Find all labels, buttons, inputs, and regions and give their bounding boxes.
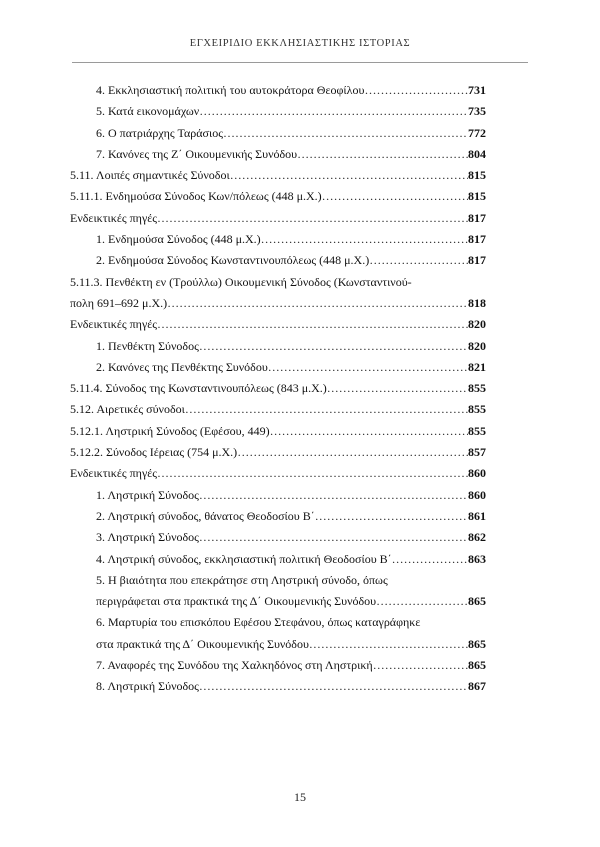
toc-entry-title: 7. Κανόνες της Ζ΄ Οικουμενικής Συνόδου	[96, 146, 298, 161]
toc-entry	[70, 421, 486, 442]
toc-entry-page: 820	[468, 317, 486, 332]
toc-entry-page: 860	[468, 487, 486, 502]
toc-entry-row	[70, 186, 486, 207]
toc-entry-page: 735	[468, 104, 486, 119]
toc-entry-title: 5.12. Αιρετικές σύνοδοι	[70, 402, 185, 417]
dot-leader	[315, 506, 468, 527]
toc-entry	[70, 208, 486, 229]
toc-entry-row	[70, 421, 486, 442]
toc-entry	[70, 272, 486, 315]
toc-entry-row	[70, 378, 486, 399]
dot-leader	[268, 357, 468, 378]
toc-entry-row	[96, 485, 486, 506]
toc-entry	[70, 506, 486, 527]
dot-leader	[199, 336, 468, 357]
toc-entry-row	[96, 655, 486, 676]
toc-entry-row	[96, 591, 486, 612]
toc-entry	[70, 336, 486, 357]
toc-entry-row	[70, 399, 486, 420]
toc-entry-row	[96, 634, 486, 655]
dot-leader	[185, 399, 468, 420]
toc-entry	[70, 570, 486, 613]
dot-leader	[376, 591, 468, 612]
toc-entry-page: 865	[468, 594, 486, 609]
toc-entry-page: 865	[468, 636, 486, 651]
toc-entry-title: 5.11.4. Σύνοδος της Κωνσταντινουπόλεως (843 μ.Χ.)	[70, 381, 327, 396]
toc-entry-title: 1. Ληστρική Σύνοδος	[96, 487, 199, 502]
header-rule	[72, 62, 528, 63]
toc-entry-row	[96, 144, 486, 165]
toc-entry-row	[96, 101, 486, 122]
toc-entry	[70, 612, 486, 655]
dot-leader	[309, 634, 468, 655]
toc-entry-row	[96, 506, 486, 527]
dot-leader	[369, 250, 468, 271]
toc-entry-title: 2. Ενδημούσα Σύνοδος Κωνσταντινουπόλεως (448 μ.Χ.)	[96, 253, 370, 268]
toc-entry-title: 5.12.2. Σύνοδος Ιέρειας (754 μ.Χ.)	[70, 445, 238, 460]
toc-entry	[70, 186, 486, 207]
toc-entry-page: 815	[468, 189, 486, 204]
toc-entry-page: 804	[468, 146, 486, 161]
toc-entry-title: 2. Ληστρική σύνοδος, θάνατος Θεοδοσίου Β΄	[96, 508, 315, 523]
toc-entry	[70, 123, 486, 144]
toc-entry-title: 7. Αναφορές της Συνόδου της Χαλκηδόνος στη Ληστρική	[96, 658, 373, 673]
toc-entry-page: 855	[468, 381, 486, 396]
toc-entry-page: 865	[468, 658, 486, 673]
toc-entry-row	[96, 80, 486, 101]
toc-entry-row	[70, 208, 486, 229]
toc-entry-title: 6. Ο πατριάρχης Ταράσιος	[96, 125, 223, 140]
toc-entry-row	[70, 165, 486, 186]
dot-leader	[167, 293, 468, 314]
toc-entry	[70, 378, 486, 399]
toc-entry-row	[96, 527, 486, 548]
toc-entry	[70, 527, 486, 548]
toc-entry-title: 8. Ληστρική Σύνοδος	[96, 679, 199, 694]
running-head: ΕΓΧΕΙΡΙΔΙΟ ΕΚΚΛΗΣΙΑΣΤΙΚΗΣ ΙΣΤΟΡΙΑΣ	[189, 38, 411, 49]
dot-leader	[364, 80, 468, 101]
toc-entry	[70, 549, 486, 570]
toc-entry	[70, 399, 486, 420]
toc-entry-row	[96, 229, 486, 250]
toc-entry-title: Ενδεικτικές πηγές	[70, 466, 158, 481]
toc-entry-page: 817	[468, 210, 486, 225]
dot-leader	[270, 421, 468, 442]
toc-entry	[70, 655, 486, 676]
toc-entry-page: 820	[468, 338, 486, 353]
toc-entry-page: 731	[468, 83, 486, 97]
dot-leader	[199, 527, 468, 548]
toc-entry-page: 818	[468, 295, 486, 310]
toc-entry	[70, 485, 486, 506]
toc-entry-title: περιγράφεται στα πρακτικά της Δ΄ Οικουμενικής Συνόδου	[96, 594, 377, 609]
toc-entry-title: πολη 691–692 μ.Χ.)	[70, 295, 168, 310]
toc-entry-page: 855	[468, 423, 486, 438]
dot-leader	[373, 655, 468, 676]
dot-leader	[199, 676, 468, 697]
toc-entry-row	[96, 357, 486, 378]
toc-entry-title: Ενδεικτικές πηγές	[70, 210, 158, 225]
toc-entry	[70, 165, 486, 186]
dot-leader	[199, 101, 468, 122]
dot-leader	[230, 165, 468, 186]
toc-entry-title: 4. Εκκλησιαστική πολιτική του αυτοκράτορα Θεοφίλου	[96, 83, 365, 97]
toc-entry-title: 5.11.1. Ενδημούσα Σύνοδος Κων/πόλεως (448 μ.Χ.)	[70, 189, 322, 204]
toc-entry-title: 4. Ληστρική σύνοδος, εκκλησιαστική πολιτική Θεοδοσίου Β΄	[96, 551, 392, 566]
toc-entry	[70, 229, 486, 250]
toc-entry	[70, 314, 486, 335]
toc-entry-page: 821	[468, 359, 486, 374]
toc-entry-page: 857	[468, 445, 486, 460]
dot-leader	[392, 549, 468, 570]
toc-entry-page: 863	[468, 551, 486, 566]
dot-leader	[322, 186, 468, 207]
toc-entry-title: 1. Ενδημούσα Σύνοδος (448 μ.Χ.)	[96, 232, 261, 247]
dot-leader	[199, 485, 468, 506]
toc-entry-page: 855	[468, 402, 486, 417]
table-of-contents	[70, 80, 486, 698]
toc-entry-row	[96, 549, 486, 570]
toc-entry-title-line1: 6. Μαρτυρία του επισκόπου Εφέσου Στεφάνου, όπως καταγράφηκε	[96, 615, 421, 630]
toc-entry-title: Ενδεικτικές πηγές	[70, 317, 158, 332]
toc-entry-page: 817	[468, 253, 486, 268]
dot-leader	[157, 463, 468, 484]
toc-entry-title: 3. Ληστρική Σύνοδος	[96, 530, 199, 545]
toc-entry-row	[96, 123, 486, 144]
toc-entry-row	[96, 676, 486, 697]
toc-entry-title: 2. Κανόνες της Πενθέκτης Συνόδου	[96, 359, 268, 374]
toc-entry-page: 815	[468, 168, 486, 183]
toc-entry-row	[70, 442, 486, 463]
toc-entry-page: 861	[468, 508, 486, 523]
toc-entry-row	[70, 463, 486, 484]
dot-leader	[297, 144, 468, 165]
toc-entry	[70, 144, 486, 165]
toc-entry-row	[70, 293, 486, 314]
toc-entry-title: στα πρακτικά της Δ΄ Οικουμενικής Συνόδου	[96, 636, 309, 651]
toc-entry	[70, 80, 486, 101]
toc-entry-row	[70, 314, 486, 335]
toc-entry	[70, 676, 486, 697]
toc-entry	[70, 442, 486, 463]
toc-entry-page: 867	[468, 679, 486, 694]
dot-leader	[157, 208, 468, 229]
toc-entry-title-line1: 5. Η βιαιότητα που επεκράτησε στη Ληστρική σύνοδο, όπως	[96, 572, 388, 587]
toc-entry-title: 5. Κατά εικονομάχων	[96, 104, 200, 119]
toc-entry-page: 862	[468, 530, 486, 545]
dot-leader	[223, 123, 468, 144]
toc-entry-page: 772	[468, 125, 486, 140]
toc-entry-row	[96, 336, 486, 357]
toc-entry-row	[96, 250, 486, 271]
toc-entry-title: 5.12.1. Ληστρική Σύνοδος (Εφέσου, 449)	[70, 423, 270, 438]
toc-entry	[70, 101, 486, 122]
toc-entry-title: 5.11. Λοιπές σημαντικές Σύνοδοι	[70, 168, 230, 183]
dot-leader	[261, 229, 468, 250]
dot-leader	[157, 314, 468, 335]
toc-entry	[70, 250, 486, 271]
toc-entry-page: 860	[468, 466, 486, 481]
dot-leader	[327, 378, 468, 399]
page-number: 15	[294, 790, 306, 804]
toc-entry	[70, 357, 486, 378]
dot-leader	[237, 442, 468, 463]
toc-entry-title-line1: 5.11.3. Πενθέκτη εν (Τρούλλω) Οικουμενική Σύνοδος (Κωνσταντινού-	[70, 274, 412, 289]
toc-entry-page: 817	[468, 232, 486, 247]
toc-entry	[70, 463, 486, 484]
toc-entry-title: 1. Πενθέκτη Σύνοδος	[96, 338, 199, 353]
